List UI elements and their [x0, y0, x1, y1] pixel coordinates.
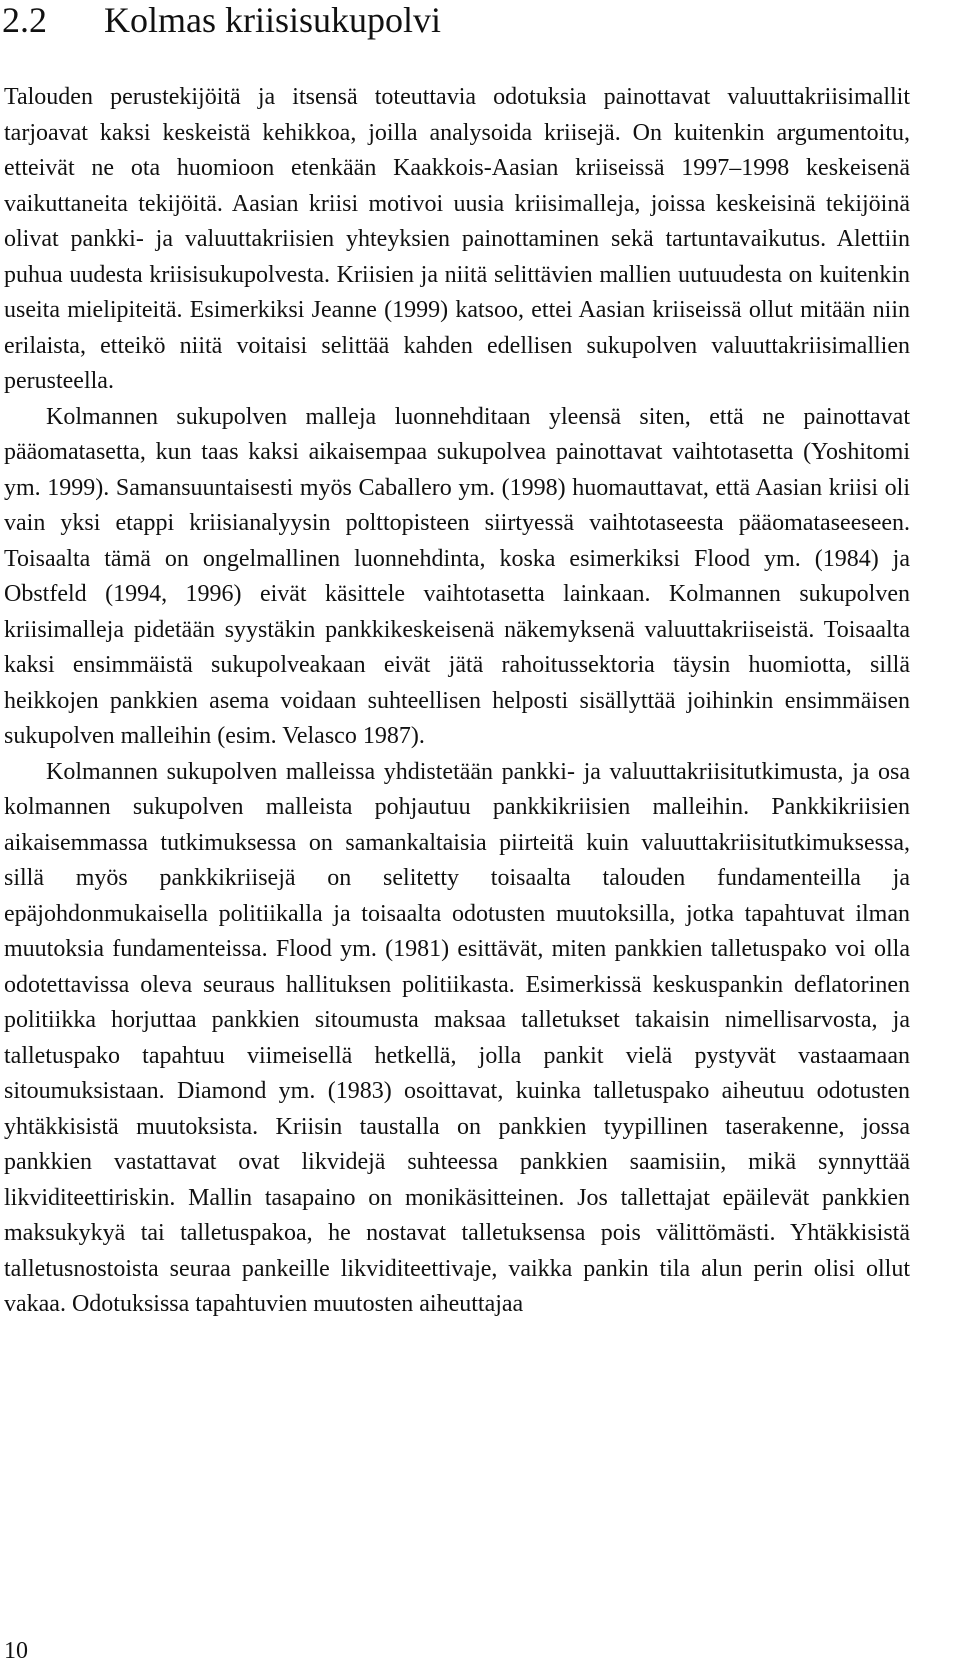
paragraph-3: Kolmannen sukupolven malleissa yhdistetään pankki- ja valuuttakriisitutkimusta, ja osa kolmannen sukupolven malleista pohjautuu pankkikriisien malleihin. Pankkikriisien aikaisemmassa tutkimuksessa on samankaltaisia piirteitä kuin valuuttakriisitutkimuksessa, sillä myös pankkikriisejä on selitetty toisaalta talouden fundamenteilla ja epäjohdonmukaisella politiikalla ja toisaalta odotusten muutoksilla, jotka tapahtuvat ilman muutoksia fundamenteissa. Flood ym. (1981) esittävät, miten pankkien talletuspako voi olla odotettavissa oleva seuraus hallituksen politiikasta. Esimerkissä keskuspankin deflatorinen politiikka horjuttaa pankkien sitoumusta maksaa talletukset takaisin nimellisarvosta, ja talletuspako tapahtuu viimeisellä hetkellä, jolla pankit vielä pystyvät vastaamaan sitoumuksistaan. Diamond ym. (1983) osoittavat, kuinka talletuspako aiheutuu odotusten yhtäkkisistä muutoksista. Kriisin taustalla on pankkien tyypillinen taserakenne, jossa pankkien vastattavat ovat likvidejä suhteessa pankkien saamisiin, mikä synnyttää likviditeettiriskin. Mallin tasapaino on monikäsitteinen. Jos tallettajat epäilevät pankkien maksukykyä tai talletuspakoa, he nostavat talletuksensa pois välittömästi. Yhtäkkisistä talletusnostoista seuraa pankeille likviditeettivaje, vaikka pankin tila alun perin olisi ollut vakaa. Odotuksissa tapahtuvien muutosten aiheuttajaa: [4, 758, 910, 1317]
section-number: 2.2: [2, 0, 47, 40]
page-number: 10: [4, 1638, 28, 1664]
body-text: [4, 80, 910, 1323]
paragraph-1: Talouden perustekijöitä ja itsensä toteuttavia odotuksia painottavat valuuttakriisimallit tarjoavat kaksi keskeistä kehikkoa, joilla analysoida kriisejä. On kuitenkin argumentoitu, etteivät ne ota huomioon etenkään Kaakkois-Aasian kriiseissä 1997–1998 keskeisenä vaikuttaneita tekijöitä. Aasian kriisi motivoi uusia kriisimalleja, joissa keskeisinä tekijöinä olivat pankki- ja valuuttakriisien yhteyksien painottaminen sekä tartuntavaikutus. Alettiin puhua uudesta kriisisukupolvesta. Kriisien ja niitä selittävien mallien uutuudesta on kuitenkin useita mielipiteitä. Esimerkiksi Jeanne (1999) katsoo, ettei Aasian kriiseissä ollut mitään niin erilaista, etteikö niitä voitaisi selittää kahden edellisen sukupolven valuuttakriisimallien perusteella.: [4, 84, 910, 394]
section-title: Kolmas kriisisukupolvi: [104, 0, 442, 40]
paragraph-2: Kolmannen sukupolven malleja luonnehditaan yleensä siten, että ne painottavat pääomatasetta, kun taas kaksi aikaisempaa sukupolvea painottavat vaihtotasetta (Yoshitomi ym. 1999). Samansuuntaisesti myös Caballero ym. (1998) huomauttavat, että Aasian kriisi oli vain yksi etappi kriisianalyysin polttopisteen siirtyessä vaihtotaseesta pääomataseeseen. Toisaalta tämä on ongelmallinen luonnehdinta, koska esimerkiksi Flood ym. (1984) ja Obstfeld (1994, 1996) eivät käsittele vaihtotasetta lainkaan. Kolmannen sukupolven kriisimalleja pidetään syystäkin pankkikeskeisenä näkemyksenä valuuttakriiseistä. Toisaalta kaksi ensimmäistä sukupolveakaan eivät jätä rahoitussektoria täysin huomiotta, sillä heikkojen pankkien asema voidaan suhteellisen helposti sisällyttää joihinkin ensimmäisen sukupolven malleihin (esim. Velasco 1987).: [4, 403, 910, 749]
section-heading: [2, 2, 441, 38]
